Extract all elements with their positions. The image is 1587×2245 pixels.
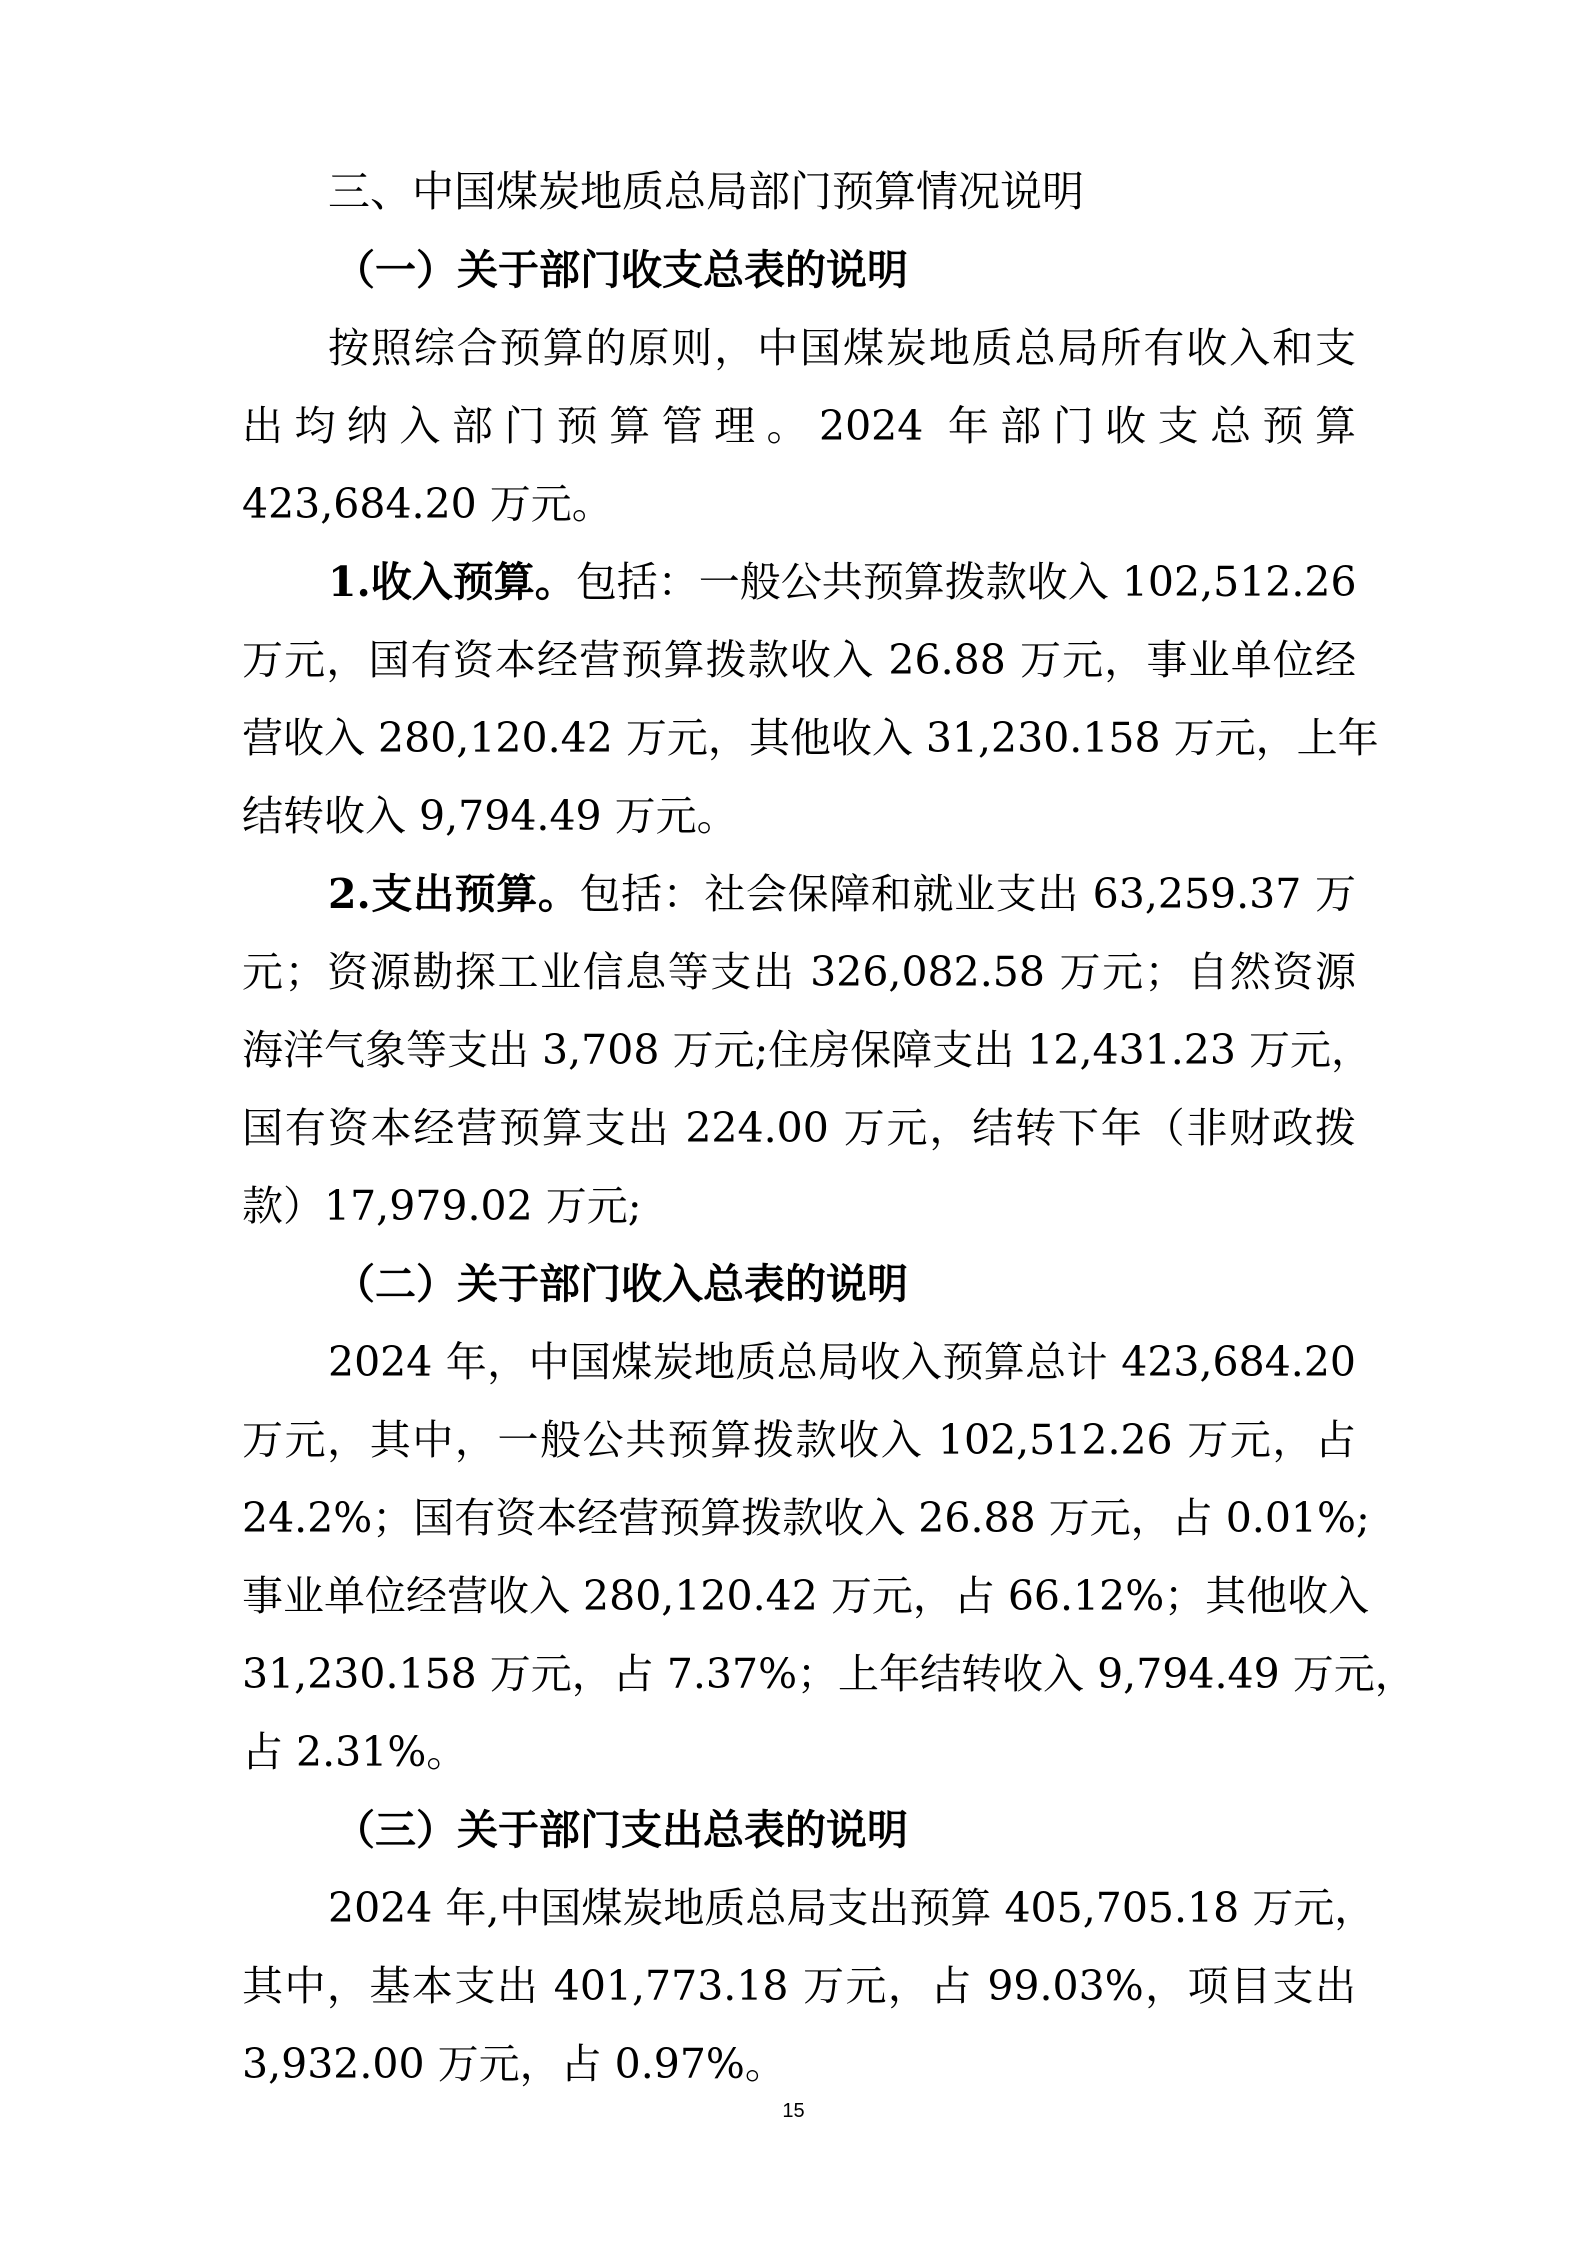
text-line: 万元，国有资本经营预算拨款收入 26.88 万元，事业单位经 xyxy=(242,636,1356,684)
text-line: 事业单位经营收入 280,120.42 万元，占 66.12%；其他收入 xyxy=(242,1572,1370,1620)
subheading-3: （三）关于部门支出总表的说明 xyxy=(334,1806,908,1854)
text-line: 3,932.00 万元，占 0.97%。 xyxy=(242,2040,786,2088)
document-body xyxy=(242,153,1416,2103)
text-line: 出均纳入部门预算管理。2024 年部门收支总预算 xyxy=(242,402,1356,450)
text-line: 2024 年，中国煤炭地质总局收入预算总计 423,684.20 xyxy=(328,1338,1356,1386)
text-line: 国有资本经营预算支出 224.00 万元，结转下年（非财政拨 xyxy=(242,1104,1356,1152)
page-number: 15 xyxy=(782,2100,805,2122)
text-line: 按照综合预算的原则，中国煤炭地质总局所有收入和支 xyxy=(328,324,1356,372)
text-line: 海洋气象等支出 3,708 万元;住房保障支出 12,431.23 万元， xyxy=(242,1026,1372,1074)
text-line xyxy=(242,855,1356,933)
text-line: 万元，其中，一般公共预算拨款收入 102,512.26 万元，占 xyxy=(242,1416,1356,1464)
text-line: 款）17,979.02 万元; xyxy=(242,1182,642,1230)
text-line: 24.2%；国有资本经营预算拨款收入 26.88 万元，占 0.01%; xyxy=(242,1494,1370,1542)
text-run: 包括：一般公共预算拨款收入 102,512.26 xyxy=(575,558,1357,606)
subheading-1: （一）关于部门收支总表的说明 xyxy=(334,246,908,294)
text-line: 其中，基本支出 401,773.18 万元，占 99.03%，项目支出 xyxy=(242,1962,1356,2010)
section-title: 三、中国煤炭地质总局部门预算情况说明 xyxy=(328,167,1085,216)
paragraph-income-table xyxy=(242,1323,1416,1791)
paragraph-expense-table xyxy=(242,1869,1376,2103)
text-line: 营收入 280,120.42 万元，其他收入 31,230.158 万元，上年 xyxy=(242,714,1379,762)
text-line: 占 2.31%。 xyxy=(242,1728,468,1776)
text-run: 包括：社会保障和就业支出 63,259.37 万 xyxy=(579,870,1356,918)
text-line: 2024 年,中国煤炭地质总局支出预算 405,705.18 万元， xyxy=(328,1884,1376,1932)
bold-lead: 2.支出预算。 xyxy=(328,870,580,918)
paragraph-income-budget xyxy=(242,543,1379,855)
paragraph-expense-budget xyxy=(242,855,1372,1245)
text-line: 31,230.158 万元，占 7.37%；上年结转收入 9,794.49 万元， xyxy=(242,1650,1416,1698)
bold-lead: 1.收入预算。 xyxy=(328,558,576,606)
text-line: 结转收入 9,794.49 万元。 xyxy=(242,792,738,840)
text-line: 元；资源勘探工业信息等支出 326,082.58 万元；自然资源 xyxy=(242,948,1356,996)
text-line xyxy=(242,543,1356,621)
subheading-2: （二）关于部门收入总表的说明 xyxy=(334,1260,908,1308)
text-line: 423,684.20 万元。 xyxy=(242,480,613,528)
paragraph-overview xyxy=(242,309,1356,543)
